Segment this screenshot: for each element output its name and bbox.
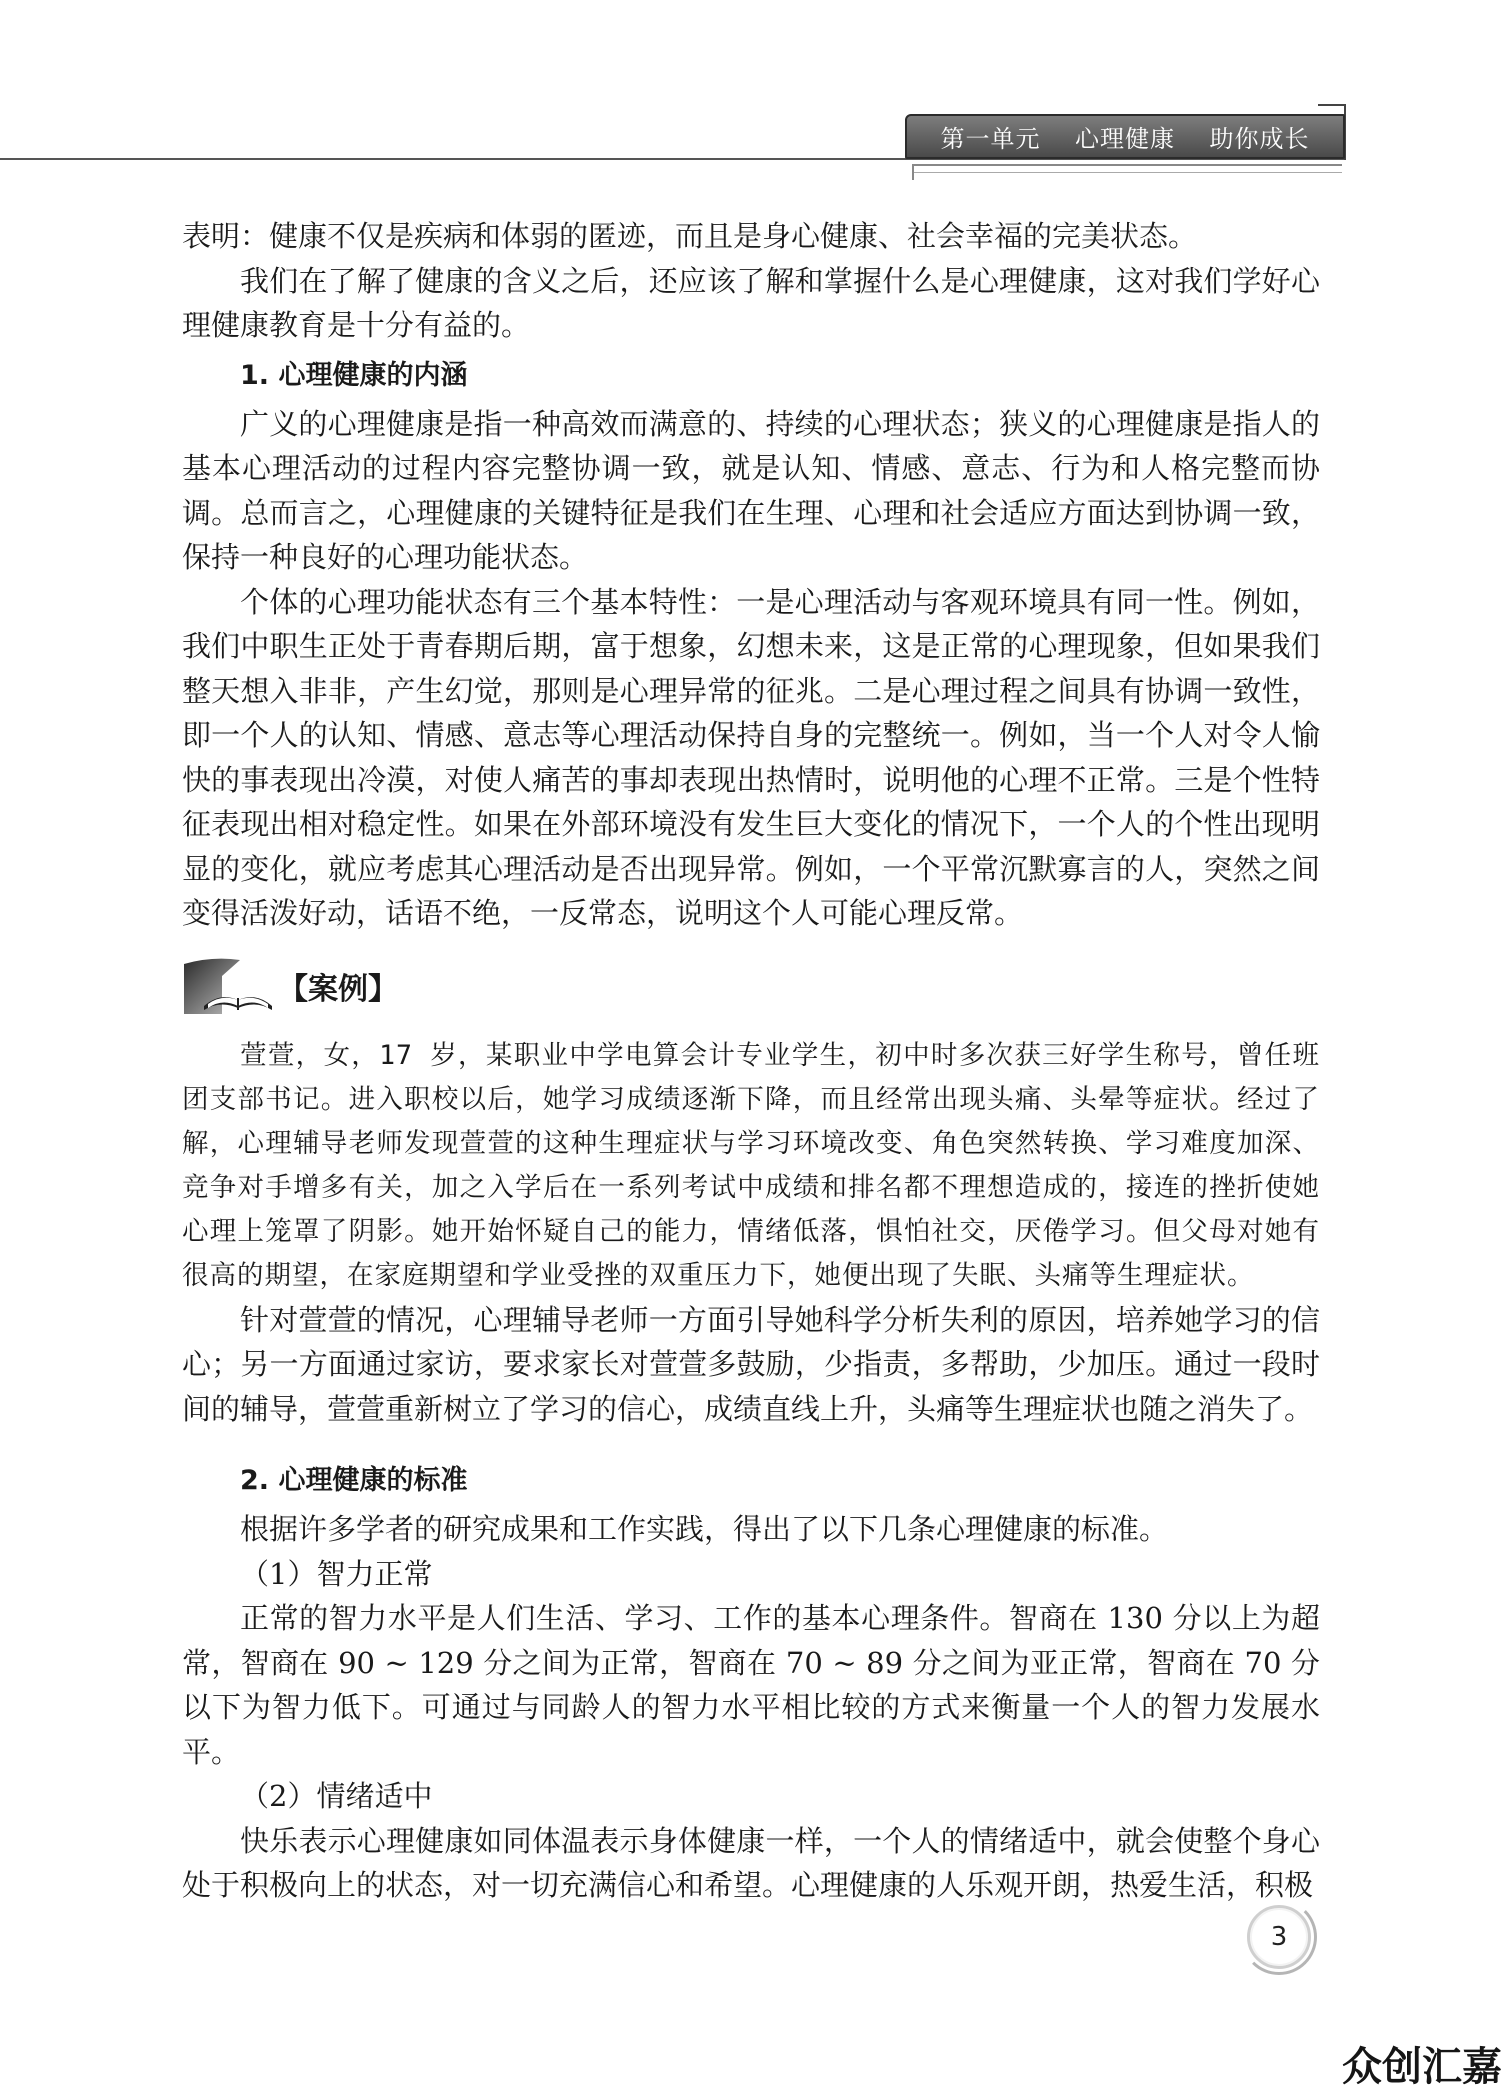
case-header [182, 956, 1320, 1016]
item-heading-2: （2）情绪适中 [240, 1779, 433, 1813]
header-deco-under3 [912, 164, 914, 180]
paragraph: 正常的智力水平是人们生活、学习、工作的基本心理条件。智商在 130 分以上为超常，智商在 90 ~ 129 分之间为正常，智商在 70 ~ 89 分之间为亚正常，智商在 70 分以下为智力低下。可通过与同龄人的智力水平相比较的方式来衡量一个人的智力发展水平。 [182, 1601, 1320, 1769]
paragraph: 快乐表示心理健康如同体温表示身体健康一样，一个人的情绪适中，就会使整个身心处于积极向上的状态，对一切充满信心和希望。心理健康的人乐观开朗，热爱生活，积极 [182, 1823, 1320, 1902]
section-heading-2: 2. 心理健康的标准 [240, 1465, 468, 1496]
paragraph: 个体的心理功能状态有三个基本特性：一是心理活动与客观环境具有同一性。例如，我们中职生正处于青春期后期，富于想象，幻想未来，这是正常的心理现象，但如果我们整天想入非非，产生幻觉，那则是心理异常的征兆。二是心理过程之间具有协调一致性，即一个人的认知、情感、意志等心理活动保持自身的完整统一。例如，当一个人对令人愉快的事表现出冷漠，对使人痛苦的事却表现出热情时，说明他的心理不正常。三是个性特征表现出相对稳定性。如果在外部环境没有发生巨大变化的情况下，一个人的个性出现明显的变化，就应考虑其心理活动是否出现异常。例如，一个平常沉默寡言的人，突然之间变得活泼好动，话语不绝，一反常态，说明这个人可能心理反常。 [182, 584, 1320, 930]
header-title-box [905, 114, 1345, 159]
header-title: 第一单元 心理健康 助你成长 [940, 125, 1310, 153]
section-heading-1: 1. 心理健康的内涵 [240, 359, 468, 391]
item-heading-1: （1）智力正常 [240, 1556, 433, 1591]
page-content [182, 214, 1320, 1908]
paragraph: 我们在了解了健康的含义之后，还应该了解和掌握什么是心理健康，这对我们学好心理健康教育是十分有益的。 [182, 263, 1320, 342]
case-title: 【案例】 [278, 971, 398, 1007]
header-deco-under2 [912, 172, 1342, 173]
case-response: 针对萱萱的情况，心理辅导老师一方面引导她科学分析失利的原因，培养她学习的信心；另一方面通过家访，要求家长对萱萱多鼓励，少指责，多帮助，少加压。通过一段时间的辅导，萱萱重新树立了学习的信心，成绩直线上升，头痛等生理症状也随之消失了。 [182, 1302, 1320, 1426]
paragraph: 根据许多学者的研究成果和工作实践，得出了以下几条心理健康的标准。 [240, 1512, 1169, 1546]
case-story: 萱萱，女，17 岁，某职业中学电算会计专业学生，初中时多次获三好学生称号，曾任班团支部书记。进入职校以后，她学习成绩逐渐下降，而且经常出现头痛、头晕等症状。经过了解，心理辅导老师发现萱萱的这种生理症状与学习环境改变、角色突然转换、学习难度加深、竞争对手增多有关，加之入学后在一系列考试中成绩和排名都不理想造成的，接连的挫折使她心理上笼罩了阴影。她开始怀疑自己的能力，情绪低落，惧怕社交，厌倦学习。但父母对她有很高的期望，在家庭期望和学业受挫的双重压力下，她便出现了失眠、头痛等生理症状。 [182, 1039, 1320, 1291]
watermark: 众创汇嘉 [1342, 2044, 1502, 2090]
header-deco-top [1318, 104, 1346, 106]
case-body [182, 1034, 1320, 1298]
header-deco-under1 [912, 164, 1342, 166]
open-book-icon [182, 956, 276, 1016]
paragraph: 表明：健康不仅是疾病和体弱的匿迹，而且是身心健康、社会幸福的完美状态。 [182, 219, 1198, 253]
paragraph: 广义的心理健康是指一种高效而满意的、持续的心理状态；狭义的心理健康是指人的基本心理活动的过程内容完整协调一致，就是认知、情感、意志、行为和人格完整而协调。总而言之，心理健康的关键特征是我们在生理、心理和社会适应方面达到协调一致，保持一种良好的心理功能状态。 [182, 406, 1320, 574]
page-number: 3 [1247, 1905, 1311, 1969]
